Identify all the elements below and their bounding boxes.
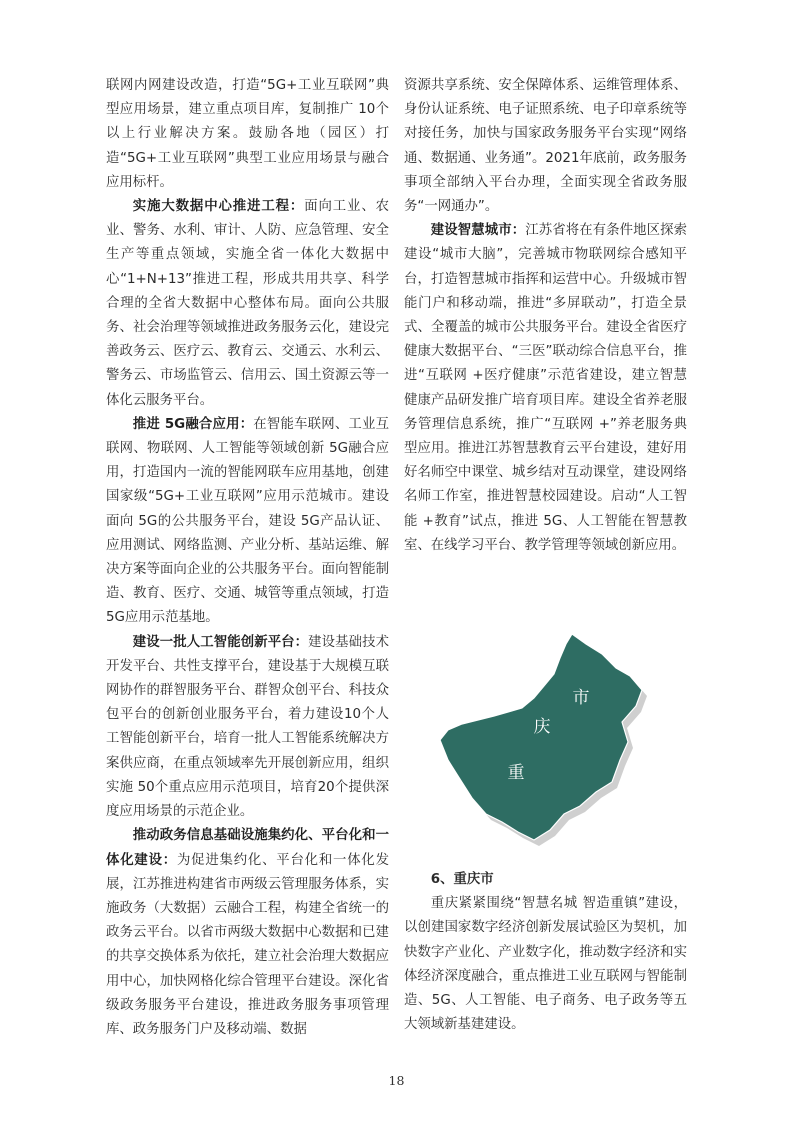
paragraph-text: 为促进集约化、平台化和一体化发展，江苏推进构建省市两级云管理服务体系，实施政务（大数据）云融合工程，构建全省统一的政务云平台。以省市两级大数据中心数据和已建的共享交换体系为依托，建立社会治理大数据应用中心，加快网格化综合管理平台建设。深化省级政务服务平台建设，推进政务服务事项管理库、政务服务门户及移动端、数据 <box>106 852 390 1037</box>
right-column <box>404 74 687 558</box>
paragraph-heading: 推进 5G融合应用： <box>132 416 254 432</box>
map-region <box>440 634 642 840</box>
paragraph-heading: 实施大数据中心推进工程： <box>132 199 305 215</box>
map-char-chong: 重 <box>507 763 525 783</box>
page-number: 18 <box>388 1073 405 1088</box>
paragraph-text: 联网内网建设改造，打造“5G+工业互联网”典型应用场景，建立重点项目库，复制推广 10个以上行业解决方案。鼓励各地（园区）打造“5G+工业互联网”典型工业应用场景与融合应用标杆。 <box>106 78 389 190</box>
paragraph-heading: 建设智慧城市： <box>430 223 526 239</box>
paragraph-text: 建设基础技术开发平台、共性支撑平台，建设基于大规模互联网协作的群智服务平台、群智众创平台、科技众包平台的创新创业服务平台，着力建设10个人工智能创新平台，培育一批人工智能系统解决方案供应商，在重点领域率先开展创新应用，组织实施 50个重点应用示范项目，培育20个提供深度应用场景的示范企业。 <box>106 634 390 820</box>
paragraph <box>404 74 687 219</box>
paragraph <box>404 219 687 558</box>
paragraph-text: 资源共享系统、安全保障体系、运维管理体系、身份认证系统、电子证照系统、电子印章系统等对接任务，加快与国家政务服务平台实现“网络通、数据通、业务通”。2021年底前，政务服务事项全部纳入平台办理，全面实现全省政务服务“一网通办”。 <box>404 78 687 215</box>
paragraph <box>106 74 389 195</box>
paragraph-text: 面向工业、农业、警务、水利、审计、人防、应急管理、安全生产等重点领域，实施全省一体化大数据中心“1+N+13”推进工程，形成共用共享、科学合理的全省大数据中心整体布局。面向公共服务、社会治理等领域推进政务服务云化，建设完善政务云、医疗云、教育云、交通云、水利云、警务云、市场监管云、信用云、国土资源云等一体化云服务平台。 <box>106 199 390 408</box>
paragraph-text: 江苏省将在有条件地区探索建设“城市大脑”，完善城市物联网综合感知平台，打造智慧城市指挥和运营中心。升级城市智能门户和移动端，推进“多屏联动”，打造全景式、全覆盖的城市公共服务平台。建设全省医疗健康大数据平台、“三医”联动综合信息平台，推进“互联网 +医疗健康”示范省建设，建立智慧健康产品研发推广培育项目库。建设全省养老服务管理信息系统，推广“互联网 +”养老服务典型应用。推进江苏智慧教育云平台建设，建好用好名师空中课堂、城乡结对互动课堂，建设网络名师工作室，推进智慧校园建设。启动“人工智能 +教育”试点，推进 5G、人工智能在智慧教室、在线学习平台、教学管理等领域创新应用。 <box>404 223 688 553</box>
paragraph <box>106 824 389 1042</box>
map-char-qing: 庆 <box>533 717 551 737</box>
paragraph-heading: 推动政务信息基础设施集约化、平台化和一体化建设： <box>106 828 389 868</box>
paragraph-heading: 建设一批人工智能创新平台： <box>132 634 309 650</box>
paragraph-text: 在智能车联网、工业互联网、物联网、人工智能等领域创新 5G融合应用，打造国内一流的智能网联车应用基地，创建国家级“5G+工业互联网”应用示范城市。建设面向 5G的公共服务平台，建设 5G产品认证、应用测试、网络监测、产业分析、基站运维、解决方案等面向企业的公共服务平台。面向智能制造、教育、医疗、交通、城管等重点领域，打造 5G应用示范基地。 <box>106 416 389 626</box>
section-heading: 6、重庆市 <box>430 872 494 887</box>
left-column <box>106 74 389 1042</box>
section-chongqing <box>404 868 687 1037</box>
paragraph <box>106 413 389 631</box>
paragraph <box>106 631 389 825</box>
chongqing-map <box>436 632 648 850</box>
map-char-shi: 市 <box>572 688 590 708</box>
paragraph <box>106 195 389 413</box>
section-text: 重庆紧紧围绕“智慧名城 智造重镇”建设，以创建国家数字经济创新发展试验区为契机，加快数字产业化、产业数字化，推动数字经济和实体经济深度融合，重点推进工业互联网与智能制造、5G、人工智能、电子商务、电子政务等五大领域新基建建设。 <box>404 896 687 1033</box>
